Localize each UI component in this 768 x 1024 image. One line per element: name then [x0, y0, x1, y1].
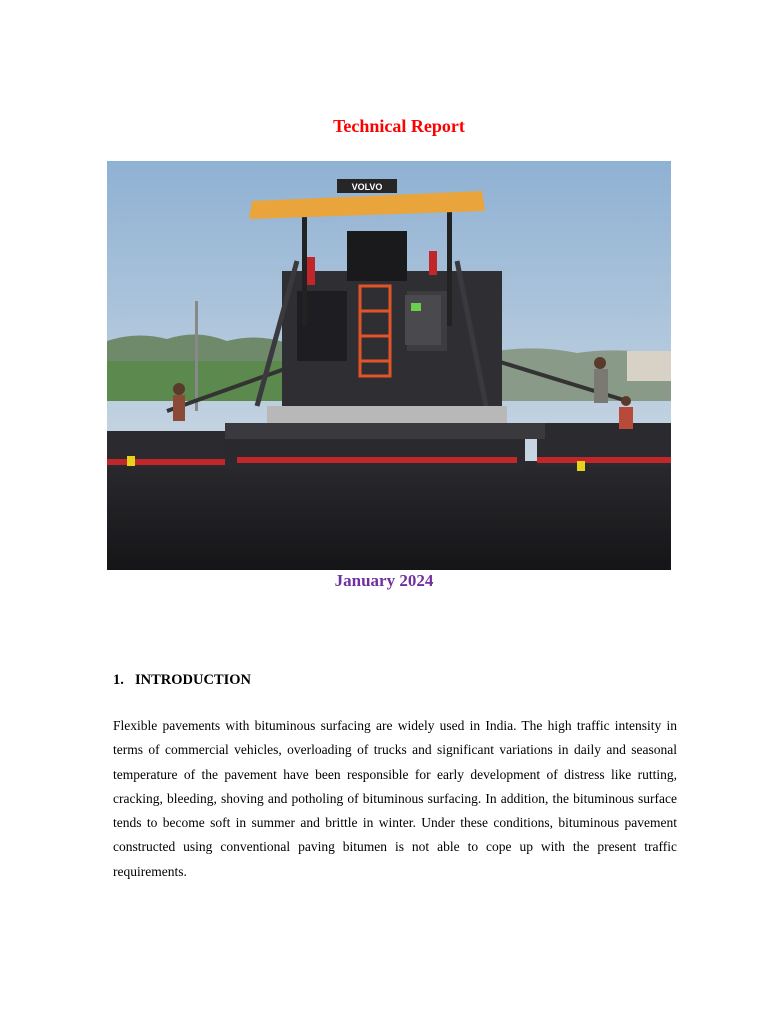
section-number: 1.: [113, 672, 124, 688]
report-date: January 2024: [334, 571, 434, 590]
introduction-paragraph: Flexible pavements with bituminous surfacing are widely used in India. The high traffic intensity in terms of commercial vehicles, overloading of trucks and significant variations in daily and seasonal temperature of the pavement have been responsible for early development of distress like rutting, cracking, bleeding, shoving and potholing of bituminous surfacing. In addition, the bituminous surface tends to become soft in summer and brittle in winter. Under these conditions, bituminous pavement constructed using conventional paving bitumen is not able to cope up with the present traffic requirements.: [113, 718, 677, 879]
volvo-logo: VOLVO: [351, 182, 383, 192]
cover-photo-asphalt-paver: [107, 161, 671, 570]
report-title: Technical Report: [333, 116, 465, 136]
section-heading: [113, 672, 251, 689]
section-title: INTRODUCTION: [135, 672, 252, 688]
